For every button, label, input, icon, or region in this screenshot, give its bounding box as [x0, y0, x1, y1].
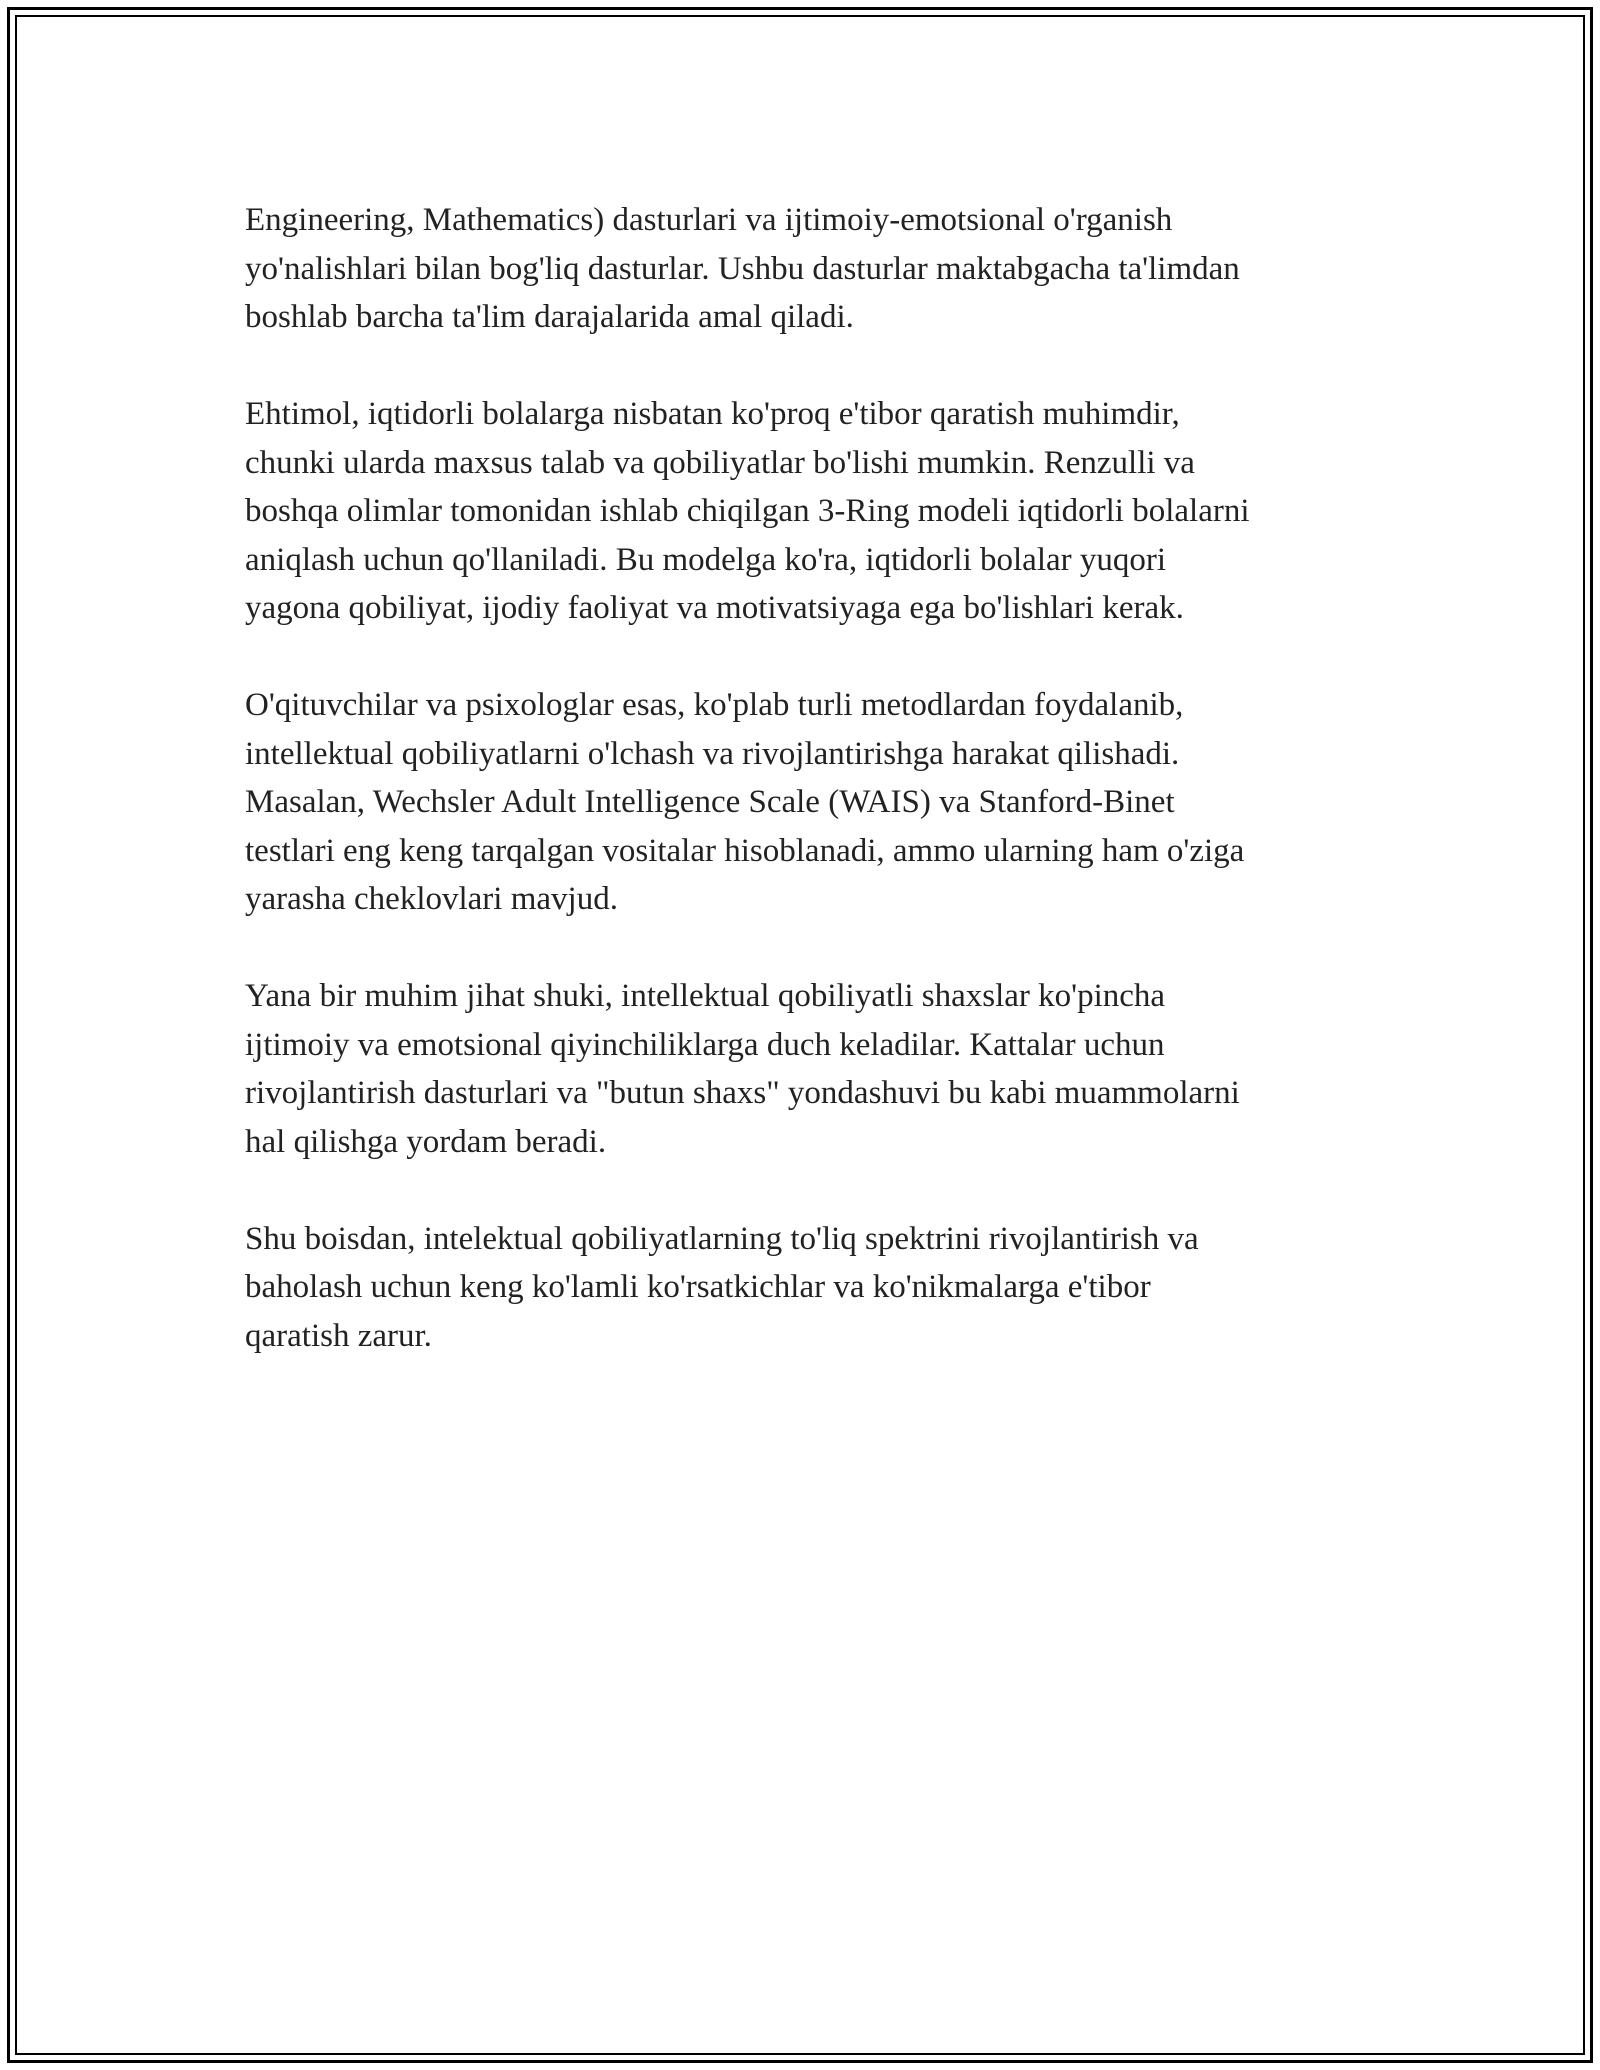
paragraph-1: Engineering, Mathematics) dasturlari va ijtimoiy-emotsional o'rganish yo'nalishlari bilan bog'liq dasturlar. Ushbu dasturlar maktabgacha ta'limdan boshlab barcha ta'lim darajalarida amal qiladi. [245, 202, 1240, 335]
document-body [245, 196, 1385, 1409]
paragraph-5: Shu boisdan, intelektual qobiliyatlarning to'liq spektrini rivojlantirish va baholash uchun keng ko'lamli ko'rsatkichlar va ko'nikmalarga e'tibor qaratish zarur. [245, 1220, 1199, 1354]
paragraph-3: O'qituvchilar va psixologlar esas, ko'plab turli metodlardan foydalanib, intellektual qobiliyatlarni o'lchash va rivojlantirishga harakat qilishadi. Masalan, Wechsler Adult Intelligence Scale (WAIS) va Stanford-Binet testlari eng keng tarqalgan vositalar hisoblanadi, ammo ularning ham o'ziga yarasha cheklovlari mavjud. [245, 687, 1245, 917]
paragraph-2: Ehtimol, iqtidorli bolalarga nisbatan ko'proq e'tibor qaratish muhimdir, chunki ularda maxsus talab va qobiliyatlar bo'lishi mumkin. Renzulli va boshqa olimlar tomonidan ishlab chiqilgan 3-Ring modeli iqtidorli bolalarni aniqlash uchun qo'llaniladi. Bu modelga ko'ra, iqtidorli bolalar yuqori yagona qobiliyat, ijodiy faoliyat va motivatsiyaga ega bo'lishlari kerak. [245, 396, 1250, 626]
document-page [7, 7, 1593, 2063]
paragraph-4: Yana bir muhim jihat shuki, intellektual qobiliyatli shaxslar ko'pincha ijtimoiy va emotsional qiyinchiliklarga duch keladilar. Kattalar uchun rivojlantirish dasturlari va "butun shaxs" yondashuvi bu kabi muammolarni hal qilishga yordam beradi. [245, 978, 1240, 1160]
